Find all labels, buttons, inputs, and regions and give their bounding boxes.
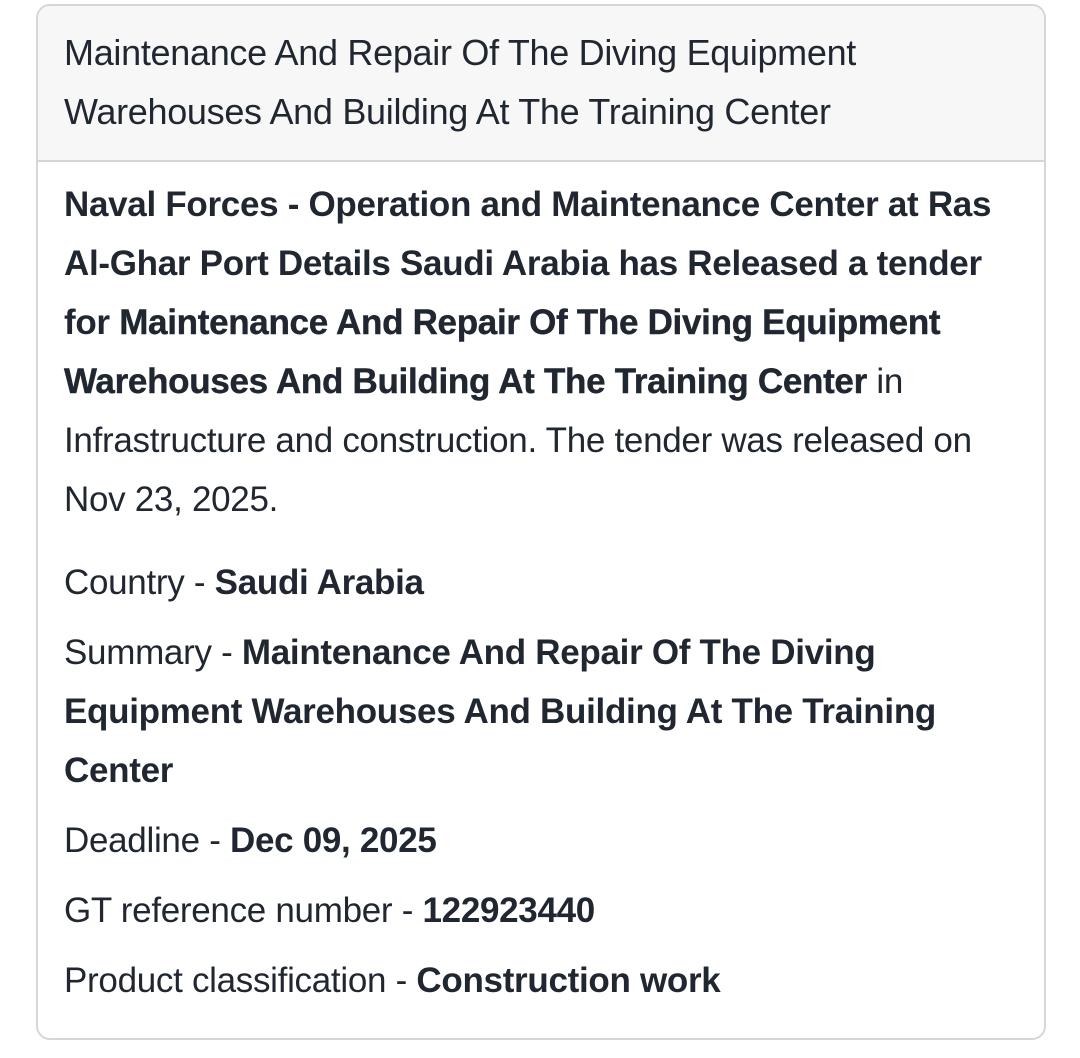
field-separator: - xyxy=(211,633,242,672)
product-classification-label: Product classification xyxy=(64,961,387,1000)
page-title: Maintenance And Repair Of The Diving Equipment Warehouses And Building At The Training Center xyxy=(64,32,856,132)
deadline-label: Deadline xyxy=(64,821,200,860)
field-separator: - xyxy=(184,563,215,602)
field-separator: - xyxy=(386,961,417,1000)
field-row-product-classification xyxy=(64,951,1018,1010)
country-value: Saudi Arabia xyxy=(214,563,424,602)
field-row-deadline xyxy=(64,811,1018,870)
product-classification-value: Construction work xyxy=(416,961,721,1000)
gt-reference-value: 122923440 xyxy=(422,891,595,930)
tender-card-body xyxy=(38,162,1044,1038)
tender-card-header xyxy=(38,6,1044,162)
deadline-value: Dec 09, 2025 xyxy=(229,821,437,860)
issuing-authority-text: Naval Forces - Operation and Maintenance Center at Ras Al-Ghar Port Details Saudi Arabia has Released a tender for xyxy=(64,185,992,342)
summary-label: Summary xyxy=(64,633,212,672)
summary-value: Maintenance And Repair Of The Diving Equipment Warehouses And Building At The Training Center xyxy=(64,633,936,790)
page xyxy=(0,4,1080,1040)
country-label: Country xyxy=(64,563,185,602)
field-row-summary xyxy=(64,623,1018,800)
field-row-gt-reference xyxy=(64,881,1018,940)
field-separator: - xyxy=(392,891,423,930)
field-separator: - xyxy=(199,821,230,860)
tender-title-inline: Maintenance And Repair Of The Diving Equipment Warehouses And Building At The Training Center xyxy=(64,303,941,401)
tender-description xyxy=(64,175,1018,529)
tender-card xyxy=(36,4,1046,1040)
description-tail-text: in Infrastructure and construction. The tender was released on Nov 23, 2025. xyxy=(64,362,972,519)
field-row-country xyxy=(64,553,1018,612)
gt-reference-label: GT reference number xyxy=(64,891,393,930)
